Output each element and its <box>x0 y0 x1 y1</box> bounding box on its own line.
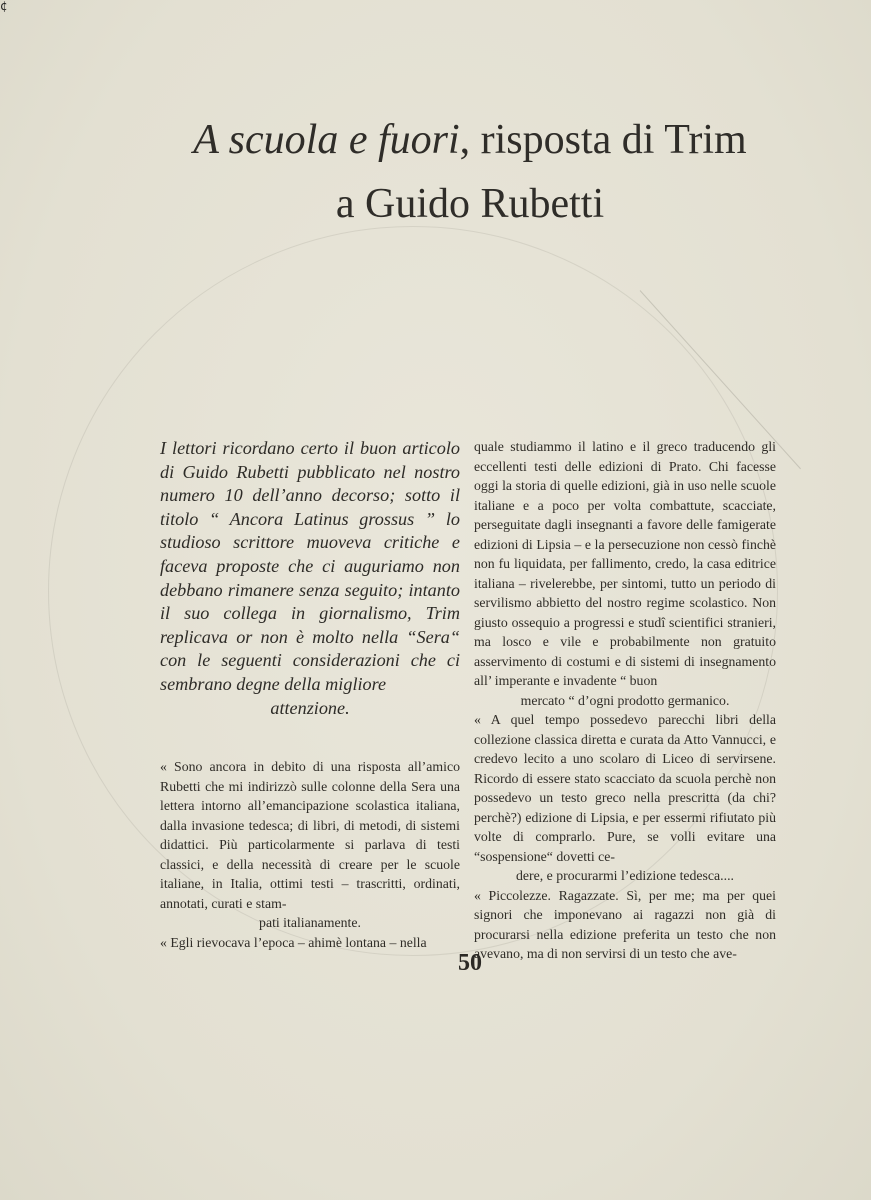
intro-text: I lettori ricordano certo il buon articolo di Guido Rubetti pubblicato nel nostro numero 10 dell’anno decorso; sotto il titolo “ Ancora Latinus grossus ” lo studioso scrittore muoveva critiche e faceva proposte che ci auguriamo non debbano rimanere senza seguito; intanto il suo collega in giornalismo, Trim replicava or non è molto nella “Sera“ con le seguenti considerazioni che ci sembrano degne della migliore <box>160 438 460 694</box>
article-title <box>140 108 800 236</box>
left-para-2: « Egli rievocava l’epoca – ahimè lontana – nella <box>160 934 427 950</box>
right-para-2-text: « A quel tempo possedevo parecchi libri della collezione classica diretta e curata da Atto Vannucci, e credevo lecito a uno scolaro di Liceo di servirsene. Ricordo di essere stato scacciato da scuola perchè non possedevo un testo greco nella prescritta (da chi? perchè?) edizione di Lipsia, e per essermi rifiutato più volte di comprarlo. Pure, se volli evitare una “sospensione“ dovetti ce- <box>474 712 776 864</box>
left-para-1-last: pati italianamente. <box>259 915 361 930</box>
right-para-2-last: dere, e procurarmi l’edizione tedesca.... <box>516 868 734 883</box>
right-para-1-last: mercato “ d’ogni prodotto germanico. <box>520 692 730 708</box>
page-number: 50 <box>458 950 482 976</box>
title-rest: , risposta di Trim <box>459 117 747 163</box>
title-line-2: a Guido Rubetti <box>335 181 605 227</box>
left-para-1 <box>160 757 460 933</box>
right-column <box>474 437 776 964</box>
right-para-1 <box>474 437 776 710</box>
corner-mark: ¢ <box>0 0 8 13</box>
right-para-3: « Piccolezze. Ragazzate. Sì, per me; ma per quei signori che imponevano ai ragazzi non già di procurarsi nella edizione preferita un testo che non avevano, ma di non servirsi di un testo che ave- <box>474 887 776 961</box>
intro-last-line: attenzione. <box>270 697 350 718</box>
intro-paragraph <box>160 437 460 720</box>
right-para-1-text: quale studiammo il latino e il greco traducendo gli eccellenti testi delle edizioni di Prato. Chi facesse oggi la storia di quelle edizioni, già in uso nelle scuole italiane e a poco per volta combattute, scacciate, perseguitate dagli insegnanti a favore delle famigerate edizioni di Lipsia – e la persecuzione non cessò finchè non fu liquidata, per fallimento, credo, la casa editrice italiana – rivelerebbe, per sintomi, tutto un periodo di servilismo abbietto del nostro regime scolastico. Non giusto ossequio a progressi e studî scientifici stranieri, ma losco e vile e probabilmente non gratuito asservimento di costumi e di sistemi di insegnamento all’ imperante e invadente “ buon <box>474 439 776 688</box>
title-italic-part: A scuola e fuori <box>193 117 460 163</box>
right-para-2 <box>474 710 776 886</box>
left-para-1-text: « Sono ancora in debito di una risposta all’amico Rubetti che mi indirizzò sulle colonne della Sera una lettera intorno all’emancipazione scolastica italiana, dalla invasione tedesca; di libri, di metodi, di sistemi didattici. Più particolarmente si parlava di testi classici, e della necessità di creare per le scuole italiane, in Italia, ottimi testi – trascritti, ordinati, annotati, curati e stam- <box>160 759 460 911</box>
left-column <box>160 757 460 952</box>
